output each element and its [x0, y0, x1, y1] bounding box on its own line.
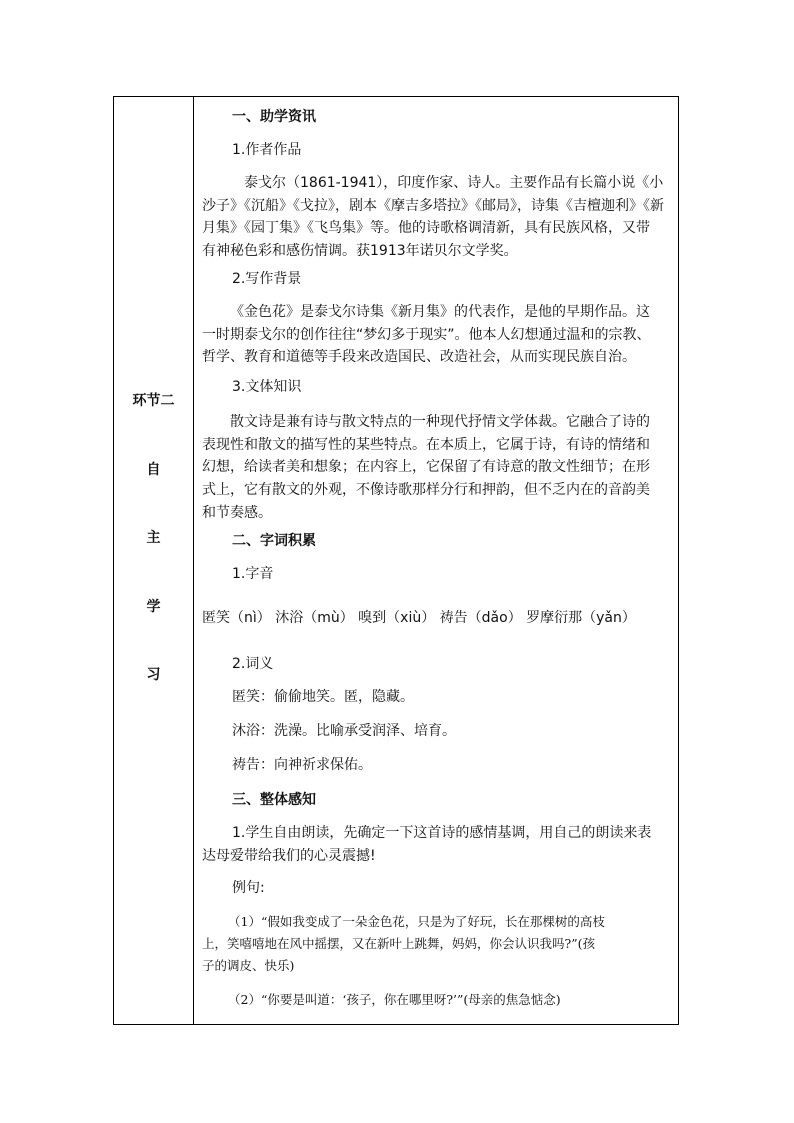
task-paragraph	[202, 822, 674, 867]
meaning-heading: 2.词义	[232, 656, 274, 672]
task-line: 1.学生自由朗读，先确定一下这首诗的感情基调，用自己的朗读来表	[232, 825, 652, 841]
stage-label: 环节二	[132, 393, 175, 409]
stage-column	[114, 97, 194, 1024]
genre-line: 表现性和散文的描写性的某些特点。在本质上，它属于诗，有诗的情绪和	[202, 436, 650, 453]
meaning-item: 匿笑：偷偷地笑。匿，隐藏。	[232, 689, 414, 705]
genre-line: 式上，它有散文的外观，不像诗歌那样分行和押韵，但不乏内在的音韵美	[202, 482, 650, 499]
author-line: 泰戈尔（1861-1941），印度作家、诗人。主要作品有长篇小说《小	[244, 175, 664, 191]
meaning-item: 祷告：向神祈求保佑。	[232, 757, 372, 773]
section-title-3: 三、整体感知	[232, 792, 316, 808]
stage-char-1: 自	[146, 462, 161, 478]
example-1-line: （1）“假如我变成了一朵金色花，只是为了好玩，长在那棵树的高枝	[228, 914, 605, 929]
author-paragraph	[202, 172, 674, 263]
task-line: 达母爱带给我们的心灵震撼!	[202, 847, 376, 864]
background-line: 一时期泰戈尔的创作往往“梦幻多于现实”。他本人幻想通过温和的宗教、	[202, 326, 651, 343]
genre-line: 散文诗是兼有诗与散文特点的一种现代抒情文学体裁。它融合了诗的	[230, 414, 650, 430]
author-line: 月集》《园丁集》《飞鸟集》等。他的诗歌格调清新，具有民族风格，又带	[202, 220, 650, 237]
meaning-item: 沐浴：洗澡。比喻承受润泽、培育。	[232, 723, 456, 739]
background-paragraph	[202, 301, 674, 369]
author-line: 有神秘色彩和感伤情调。获1913年诺贝尔文学奖。	[202, 243, 518, 260]
content-table	[113, 96, 679, 1025]
genre-line: 幻想，给读者美和想象；在内容上，它保留了有诗意的散文性细节；在形	[202, 459, 650, 476]
section-title-1: 一、助学资讯	[232, 109, 316, 125]
genre-line: 和节奏感。	[202, 504, 272, 521]
author-heading: 1.作者作品	[232, 142, 302, 158]
stage-char-3: 学	[146, 599, 161, 615]
example-1	[202, 911, 674, 977]
section-title-2: 二、字词积累	[232, 533, 316, 549]
example-label: 例句:	[232, 880, 265, 896]
example-2: （2）“你要是叫道：‘孩子，你在哪里呀?’”(母亲的焦急惦念)	[228, 992, 561, 1007]
stage-char-2: 主	[146, 530, 161, 546]
author-line: 沙子》《沉船》《戈拉》，剧本《摩吉多塔拉》《邮局》，诗集《吉檀迦利》《新	[202, 197, 664, 214]
example-1-line: 上，笑嘻嘻地在风中摇摆，又在新叶上跳舞，妈妈，你会认识我吗?”(孩	[202, 936, 595, 951]
pronunciation-heading: 1.字音	[232, 566, 274, 582]
pronunciation-line: 匿笑（nì） 沐浴（mù） 嗅到（xiù） 祷告（dǎo） 罗摩衍那（yǎn）	[202, 610, 636, 626]
example-1-line: 子的调皮、快乐)	[202, 958, 295, 973]
background-line: 哲学、教育和道德等手段来改造国民、改造社会，从而实现民族自治。	[202, 349, 636, 366]
genre-paragraph	[202, 411, 674, 525]
background-heading: 2.写作背景	[232, 271, 302, 287]
stage-char-4: 习	[146, 667, 161, 683]
background-line: 《金色花》是泰戈尔诗集《新月集》的代表作，是他的早期作品。这	[230, 304, 650, 320]
genre-heading: 3.文体知识	[232, 379, 302, 395]
